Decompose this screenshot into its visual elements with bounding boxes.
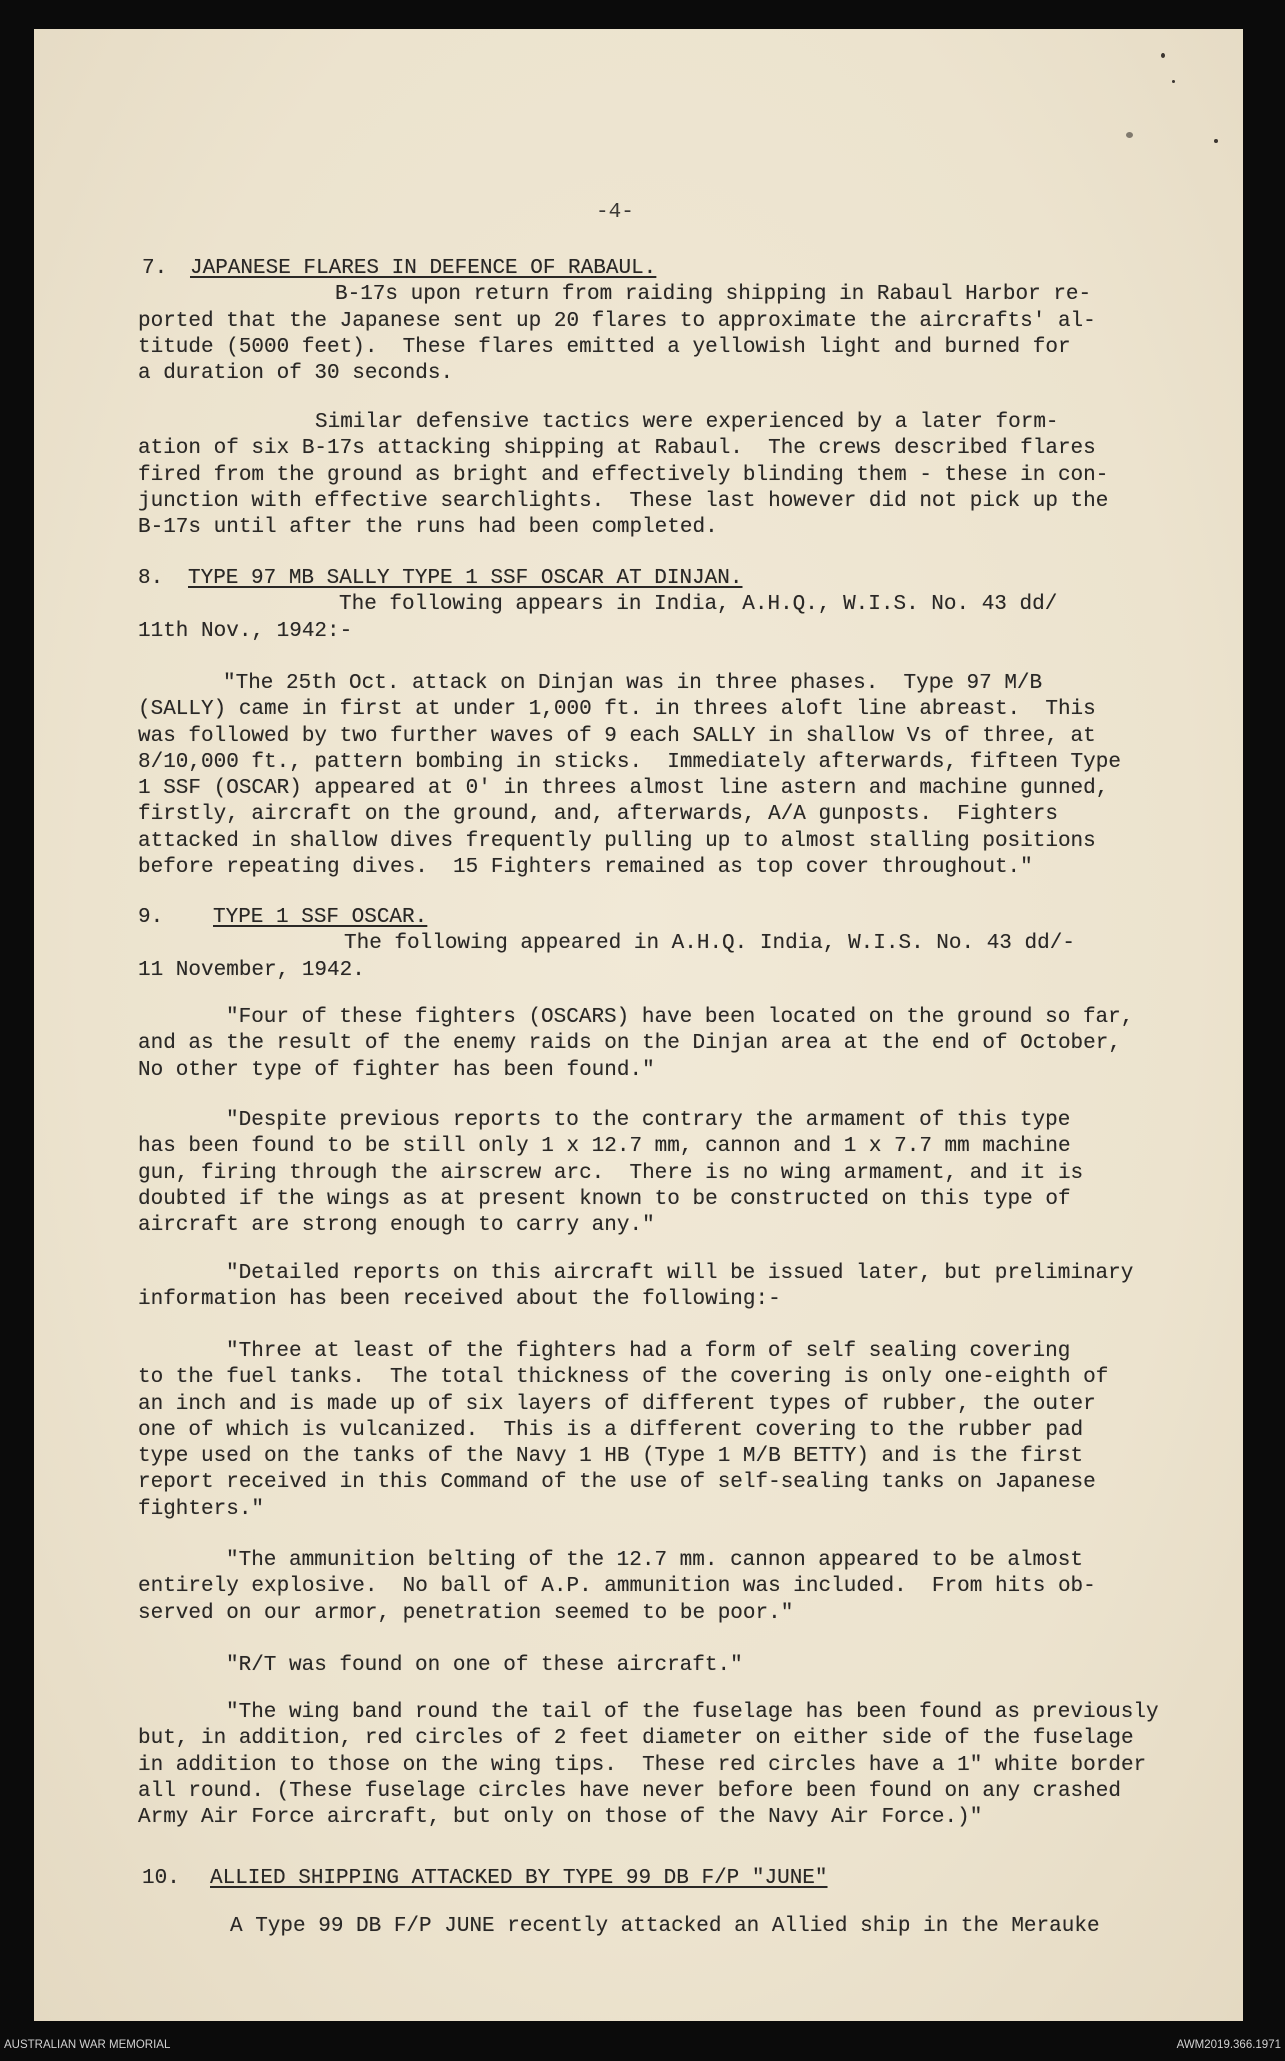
section-10 [138, 1866, 828, 1892]
text-line: report received in this Command of the use of self-sealing tanks on Japanese [138, 1471, 1096, 1495]
text-line: aircraft are strong enough to carry any." [138, 1214, 655, 1238]
section-8-quote [138, 671, 1121, 881]
text-line: all round. (These fuselage circles have never before been found on any crashed [138, 1779, 1121, 1803]
archive-credit: AUSTRALIAN WAR MEMORIAL [4, 2039, 171, 2051]
text-line: Similar defensive tactics were experienced by a later form- [315, 411, 1059, 434]
text-line: before repeating dives. 15 Fighters remained as top cover throughout." [138, 856, 1033, 880]
page-number: -4- [596, 201, 634, 224]
section-7-paragraph-2 [138, 410, 1108, 541]
text-line: (SALLY) came in first at under 1,000 ft. in threes aloft line abreast. This [138, 698, 1096, 722]
quote-paragraph [138, 1700, 1159, 1831]
paper-speck [1214, 139, 1218, 143]
section-10-paragraph [138, 1914, 1100, 1940]
text-line: served on our armor, penetration seemed to be poor." [138, 1601, 794, 1625]
section-title: ALLIED SHIPPING ATTACKED BY TYPE 99 DB F/P "JUNE" [210, 1867, 828, 1890]
text-line: "The wing band round the tail of the fuselage has been found as previously [226, 1701, 1159, 1724]
quote-paragraph [138, 1261, 1133, 1314]
text-line: A Type 99 DB F/P JUNE recently attacked an Allied ship in the Merauke [230, 1915, 1100, 1938]
text-line: B-17s upon return from raiding shipping in Rabaul Harbor re- [335, 283, 1092, 307]
text-line: information has been received about the following:- [138, 1288, 781, 1312]
section-number: 7. [142, 257, 168, 280]
text-line: "The 25th Oct. attack on Dinjan was in three phases. Type 97 M/B [223, 672, 1043, 695]
paper-speck [1161, 53, 1165, 58]
text-line: but, in addition, red circles of 2 feet diameter on either side of the fuselage [138, 1727, 1134, 1751]
text-line: "Three at least of the fighters had a form of self sealing covering [226, 1340, 1071, 1363]
section-title: JAPANESE FLARES IN DEFENCE OF RABAUL. [190, 257, 657, 280]
text-line: ation of six B-17s attacking shipping at Rabaul. The crews described flares [138, 437, 1096, 461]
text-line: ported that the Japanese sent up 20 flares to approximate the aircrafts' al- [138, 309, 1096, 333]
text-line: was followed by two further waves of 9 each SALLY in shallow Vs of three, at [138, 724, 1096, 748]
text-line: B-17s until after the runs had been completed. [138, 516, 718, 540]
text-line: titude (5000 feet). These flares emitted a yellowish light and burned for [138, 335, 1071, 359]
text-line: "Despite previous reports to the contrary the armament of this type [226, 1109, 1071, 1132]
text-line: "The ammunition belting of the 12.7 mm. cannon appeared to be almost [226, 1549, 1083, 1572]
section-title: TYPE 1 SSF OSCAR. [213, 906, 428, 929]
section-7 [138, 256, 1096, 387]
text-line: junction with effective searchlights. These last however did not pick up the [138, 489, 1109, 513]
text-line: one of which is vulcanized. This is a different covering to the rubber pad [138, 1418, 1084, 1442]
section-heading [138, 905, 1075, 931]
quote-paragraph [138, 1005, 1133, 1084]
quote-paragraph [138, 1339, 1108, 1523]
text-line: "R/T was found on one of these aircraft." [226, 1654, 743, 1677]
paper-speck [1126, 132, 1133, 138]
text-line: firstly, aircraft on the ground, and, afterwards, A/A gunposts. Fighters [138, 803, 1058, 827]
text-line: a duration of 30 seconds. [138, 362, 454, 386]
text-line: has been found to be still only 1 x 12.7 mm, cannon and 1 x 7.7 mm machine [138, 1135, 1071, 1159]
text-line: "Detailed reports on this aircraft will be issued later, but preliminary [226, 1262, 1134, 1285]
text-line: The following appeared in A.H.Q. India, W.I.S. No. 43 dd/- [344, 932, 1075, 956]
text-line: to the fuel tanks. The total thickness of the covering is only one-eighth of [138, 1366, 1109, 1390]
section-8 [138, 566, 1057, 645]
text-line: fighters." [138, 1497, 265, 1521]
text-line: doubted if the wings as at present known to be constructed on this type of [138, 1187, 1071, 1211]
section-heading [138, 1866, 828, 1892]
archive-reference: AWM2019.366.1971 [1176, 2039, 1281, 2051]
section-9 [138, 905, 1075, 984]
section-heading [138, 566, 1057, 592]
text-line: attacked in shallow dives frequently pulling up to almost stalling positions [138, 829, 1096, 853]
section-number: 8. [138, 567, 164, 590]
text-line: and as the result of the enemy raids on the Dinjan area at the end of October, [138, 1032, 1121, 1056]
text-line: The following appears in India, A.H.Q., W.I.S. No. 43 dd/ [339, 593, 1058, 617]
section-heading [138, 256, 1096, 282]
quote-paragraph [138, 1653, 743, 1679]
quote-paragraph [138, 1108, 1083, 1239]
text-line: gun, firing through the airscrew arc. There is no wing armament, and it is [138, 1161, 1084, 1185]
text-line: No other type of fighter has been found." [138, 1058, 655, 1082]
section-number: 9. [138, 906, 164, 929]
text-line: 1 SSF (OSCAR) appeared at 0' in threes almost line astern and machine gunned, [138, 777, 1109, 801]
text-line: type used on the tanks of the Navy 1 HB (Type 1 M/B BETTY) and is the first [138, 1445, 1084, 1469]
section-title: TYPE 97 MB SALLY TYPE 1 SSF OSCAR AT DINJAN. [188, 567, 743, 590]
text-line: "Four of these fighters (OSCARS) have been located on the ground so far, [226, 1006, 1134, 1029]
text-line: 11 November, 1942. [138, 958, 365, 982]
text-line: Army Air Force aircraft, but only on those of the Navy Air Force.)" [138, 1806, 983, 1830]
quote-paragraph [138, 1548, 1096, 1627]
section-number: 10. [142, 1867, 180, 1890]
text-line: an inch and is made up of six layers of different types of rubber, the outer [138, 1392, 1096, 1416]
text-line: in addition to those on the wing tips. These red circles have a 1" white border [138, 1753, 1147, 1777]
text-line: 11th Nov., 1942:- [138, 619, 353, 643]
paper-speck [1172, 80, 1175, 83]
text-line: fired from the ground as bright and effectively blinding them - these in con- [138, 463, 1109, 487]
text-line: entirely explosive. No ball of A.P. ammunition was included. From hits ob- [138, 1575, 1096, 1599]
text-line: 8/10,000 ft., pattern bombing in sticks. Immediately afterwards, fifteen Type [138, 750, 1121, 774]
